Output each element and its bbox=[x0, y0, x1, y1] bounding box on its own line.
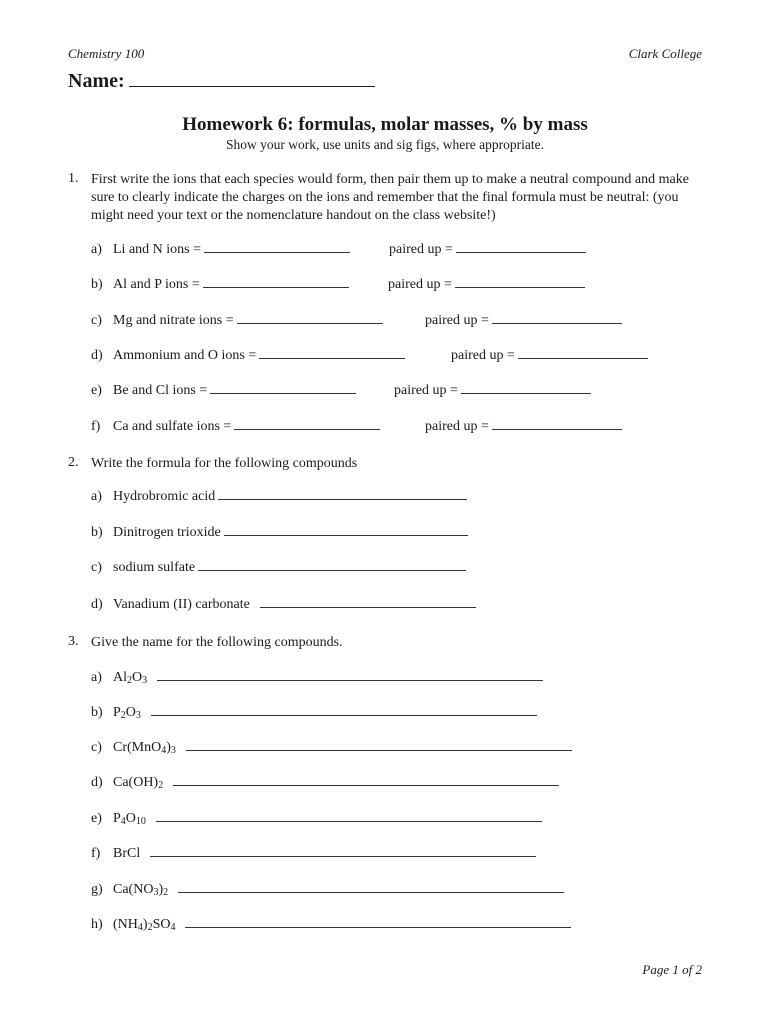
paired-label: paired up = bbox=[389, 242, 453, 257]
q1-item-letter: e) bbox=[91, 383, 102, 398]
answer-blank[interactable] bbox=[260, 606, 476, 608]
q2-item-text bbox=[113, 597, 476, 613]
q1-item-paired bbox=[425, 313, 622, 329]
q3-item-formula bbox=[113, 811, 542, 827]
q1-item-ions bbox=[113, 348, 405, 364]
paired-blank[interactable] bbox=[456, 251, 586, 253]
chemical-formula: BrCl bbox=[113, 846, 141, 861]
name-field bbox=[68, 70, 375, 93]
q1-item-label: Al and P ions = bbox=[113, 277, 200, 292]
chemical-formula: $Ca(NO_3)_2$ bbox=[113, 882, 169, 898]
q1-item-letter: d) bbox=[91, 348, 103, 363]
q3-item-letter: g) bbox=[91, 882, 103, 897]
q2-text: Write the formula for the following compounds bbox=[91, 456, 358, 471]
q3-item-letter: a) bbox=[91, 670, 102, 685]
paired-blank[interactable] bbox=[492, 428, 622, 430]
answer-blank[interactable] bbox=[224, 534, 468, 536]
answer-blank[interactable] bbox=[151, 714, 537, 716]
answer-blank[interactable] bbox=[178, 891, 564, 893]
ions-blank[interactable] bbox=[210, 392, 356, 394]
q1-item-ions bbox=[113, 277, 349, 293]
q3-item-letter: e) bbox=[91, 811, 102, 826]
q3-number: 3. bbox=[68, 634, 79, 649]
q2-item-letter: d) bbox=[91, 597, 103, 612]
q3-item-formula bbox=[113, 917, 571, 933]
ions-blank[interactable] bbox=[203, 286, 349, 288]
ions-blank[interactable] bbox=[204, 251, 350, 253]
chemical-formula: $Al_2O_3$ bbox=[113, 670, 148, 686]
q2-item-letter: a) bbox=[91, 489, 102, 504]
chemical-formula: $(NH_4)_2SO_4$ bbox=[113, 917, 176, 933]
answer-blank[interactable] bbox=[150, 855, 536, 857]
paired-blank[interactable] bbox=[518, 357, 648, 359]
q3-item-letter: c) bbox=[91, 740, 102, 755]
paired-label: paired up = bbox=[394, 383, 458, 398]
paired-label: paired up = bbox=[388, 277, 452, 292]
q1-item-ions bbox=[113, 419, 380, 435]
q2-item-text bbox=[113, 560, 466, 576]
q2-item-text bbox=[113, 489, 467, 505]
q3-item-formula bbox=[113, 775, 559, 791]
college-label: Clark College bbox=[628, 46, 702, 61]
q1-item-label: Mg and nitrate ions = bbox=[113, 313, 234, 328]
q3-item-formula bbox=[113, 846, 536, 862]
answer-blank[interactable] bbox=[156, 820, 542, 822]
paired-label: paired up = bbox=[425, 419, 489, 434]
q2-item-text bbox=[113, 525, 468, 541]
q1-item-label: Ammonium and O ions = bbox=[113, 348, 257, 363]
q3-item-formula bbox=[113, 705, 537, 721]
paired-blank[interactable] bbox=[461, 392, 591, 394]
q2-item-label: Dinitrogen trioxide bbox=[113, 525, 221, 540]
paired-label: paired up = bbox=[451, 348, 515, 363]
q2-item-label: Hydrobromic acid bbox=[113, 489, 216, 504]
q1-item-letter: c) bbox=[91, 313, 102, 328]
q1-item-paired bbox=[389, 242, 586, 258]
q3-item-letter: f) bbox=[91, 846, 101, 861]
q1-item-ions bbox=[113, 313, 383, 329]
paired-blank[interactable] bbox=[492, 322, 622, 324]
ions-blank[interactable] bbox=[237, 322, 383, 324]
q1-item-paired bbox=[394, 383, 591, 399]
q1-item-label: Be and Cl ions = bbox=[113, 383, 208, 398]
paired-blank[interactable] bbox=[455, 286, 585, 288]
answer-blank[interactable] bbox=[157, 679, 543, 681]
answer-blank[interactable] bbox=[186, 749, 572, 751]
q3-item-formula bbox=[113, 740, 572, 756]
answer-blank[interactable] bbox=[173, 784, 559, 786]
ions-blank[interactable] bbox=[234, 428, 380, 430]
name-label: Name: bbox=[68, 70, 125, 92]
q2-number: 2. bbox=[68, 455, 79, 470]
q2-item-label: Vanadium (II) carbonate bbox=[113, 597, 250, 612]
q1-item-paired bbox=[388, 277, 585, 293]
page-subtitle: Show your work, use units and sig figs, where appropriate. bbox=[226, 137, 544, 152]
course-label: Chemistry 100 bbox=[68, 46, 145, 61]
q1-item-letter: a) bbox=[91, 242, 102, 257]
name-blank[interactable] bbox=[129, 85, 375, 87]
page-number: Page 1 of 2 bbox=[642, 962, 702, 977]
q1-item-paired bbox=[451, 348, 648, 364]
q2-item-letter: b) bbox=[91, 525, 103, 540]
q1-item-label: Ca and sulfate ions = bbox=[113, 419, 232, 434]
q2-item-letter: c) bbox=[91, 560, 102, 575]
answer-blank[interactable] bbox=[185, 926, 571, 928]
chemical-formula: $Ca(OH)_2$ bbox=[113, 775, 164, 791]
chemical-formula: $Cr(MnO_4)_3$ bbox=[113, 740, 176, 756]
answer-blank[interactable] bbox=[198, 569, 466, 571]
q1-item-ions bbox=[113, 242, 350, 258]
q2-item-label: sodium sulfate bbox=[113, 560, 196, 575]
q1-item-ions bbox=[113, 383, 356, 399]
q3-text: Give the name for the following compounds. bbox=[91, 635, 343, 650]
q1-number: 1. bbox=[68, 171, 79, 186]
q3-item-formula bbox=[113, 882, 564, 898]
paired-label: paired up = bbox=[425, 313, 489, 328]
q3-item-letter: h) bbox=[91, 917, 103, 932]
q3-item-formula bbox=[113, 670, 543, 686]
q1-item-letter: b) bbox=[91, 277, 103, 292]
ions-blank[interactable] bbox=[259, 357, 405, 359]
answer-blank[interactable] bbox=[218, 498, 467, 500]
q1-item-label: Li and N ions = bbox=[113, 242, 201, 257]
q3-item-letter: d) bbox=[91, 775, 103, 790]
q3-item-letter: b) bbox=[91, 705, 103, 720]
chemical-formula: $P_2O_3$ bbox=[113, 705, 141, 721]
q1-item-paired bbox=[425, 419, 622, 435]
page-title: Homework 6: formulas, molar masses, % by mass bbox=[182, 114, 588, 135]
chemical-formula: $P_4O_{10}$ bbox=[113, 811, 146, 827]
q1-text: First write the ions that each species would form, then pair them up to make a neutral compound and make sure to clearly indicate the charges on the ions and remember that the final formula must be neutral: (you might need your text or the nomenclature handout on the class website!) bbox=[91, 172, 689, 223]
q1-item-letter: f) bbox=[91, 419, 101, 434]
